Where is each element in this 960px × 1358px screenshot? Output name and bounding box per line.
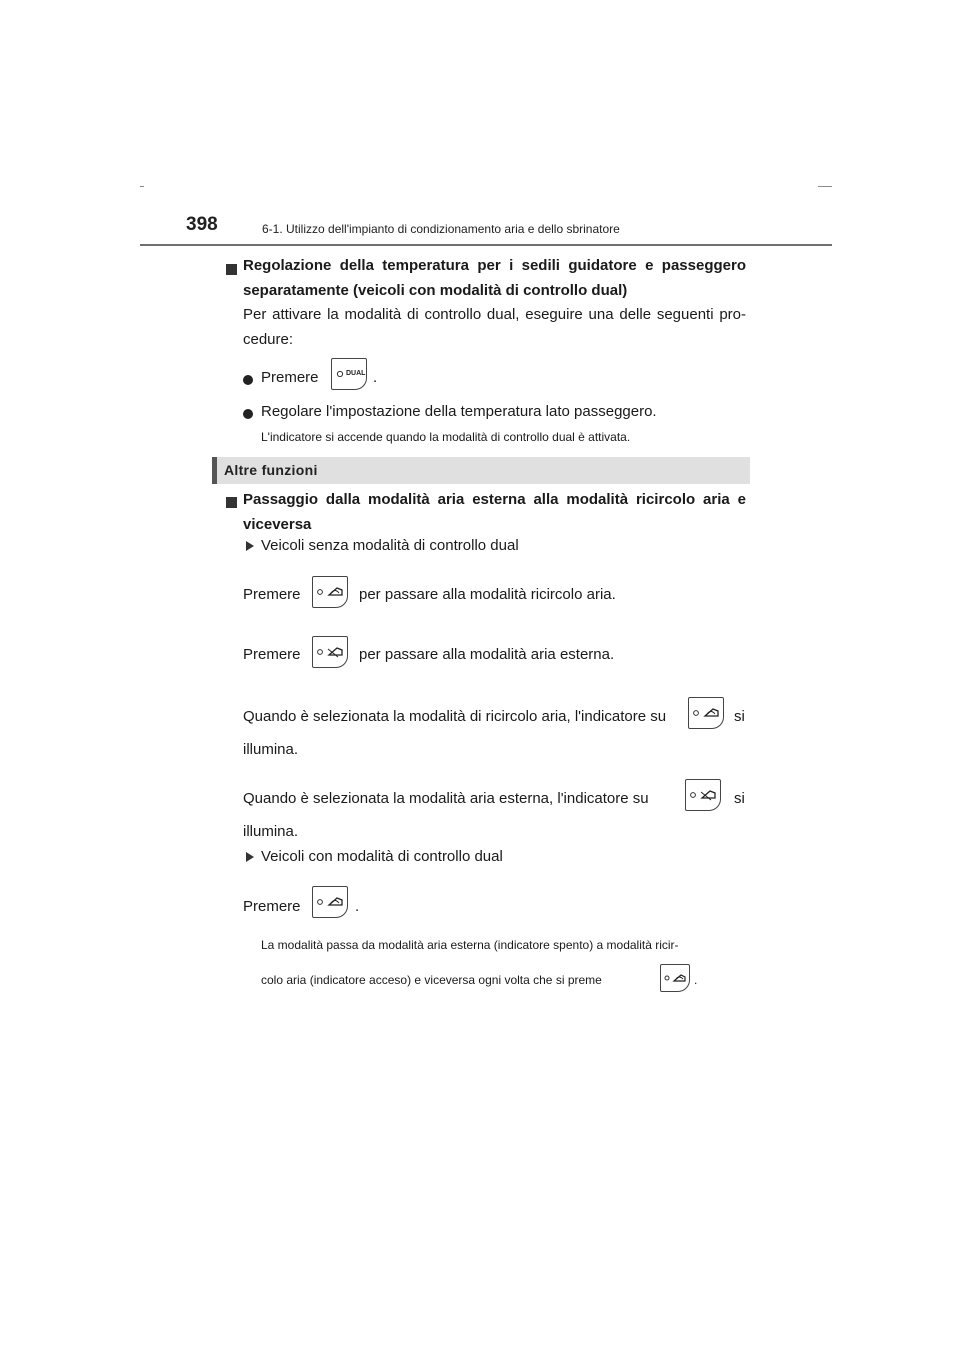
dual-button-icon bbox=[331, 358, 367, 390]
line3-cont: illumina. bbox=[243, 741, 299, 758]
line1-after: per passare alla modalità ricircolo aria. bbox=[359, 586, 616, 603]
bullet-1-before: Premere bbox=[261, 369, 319, 386]
recirculation-indicator-icon bbox=[688, 697, 724, 729]
with-dual-after: . bbox=[355, 898, 360, 915]
section-title-altre-funzioni: Altre funzioni bbox=[224, 462, 318, 478]
line2-before: Premere bbox=[243, 646, 301, 663]
line1-before: Premere bbox=[243, 586, 301, 603]
line2-after: per passare alla modalità aria esterna. bbox=[359, 646, 615, 663]
triangle-bullet-icon bbox=[246, 852, 254, 862]
square-bullet-icon bbox=[226, 495, 237, 513]
line4-after: si bbox=[734, 790, 745, 807]
crop-mark-left bbox=[140, 186, 144, 187]
outside-air-button-icon bbox=[312, 636, 348, 668]
round-bullet-icon bbox=[243, 406, 253, 424]
round-bullet-icon bbox=[243, 372, 253, 390]
dual-button-label: DUAL bbox=[346, 370, 366, 377]
recirculation-toggle-small-icon bbox=[660, 964, 690, 992]
line3-before: Quando è selezionata la modalità di ricircolo aria, l'indicatore su bbox=[243, 708, 667, 725]
crop-mark-right bbox=[818, 186, 832, 187]
with-dual-note-line1: La modalità passa da modalità aria esterna (indicatore spento) a modalità ricir- bbox=[261, 938, 679, 952]
outside-air-indicator-icon bbox=[685, 779, 721, 811]
page-number: 398 bbox=[186, 214, 218, 235]
with-dual-note-line2-before: colo aria (indicatore acceso) e viceversa ogni volta che si preme bbox=[261, 973, 602, 987]
line4-cont: illumina. bbox=[243, 823, 299, 840]
with-dual-title: Veicoli con modalità di controllo dual bbox=[261, 848, 503, 865]
dual-heading: Regolazione della temperatura per i sedili guidatore e passeggero separatamente (veicoli con modalità di controllo dual) bbox=[243, 257, 746, 299]
square-bullet-icon bbox=[226, 262, 237, 280]
bullet-1-after: . bbox=[373, 369, 378, 386]
with-dual-note-line2-after: . bbox=[694, 973, 698, 987]
dual-intro: Per attivare la modalità di controllo dual, eseguire una delle seguenti pro-cedure: bbox=[243, 306, 746, 348]
recirculation-heading: Passaggio dalla modalità aria esterna alla modalità ricircolo aria e viceversa bbox=[243, 491, 746, 533]
without-dual-title: Veicoli senza modalità di controllo dual bbox=[261, 537, 519, 554]
section-header-accent bbox=[212, 457, 217, 484]
dual-note: L'indicatore si accende quando la modalità di controllo dual è attivata. bbox=[261, 430, 631, 444]
recirculation-button-icon bbox=[312, 576, 348, 608]
header-divider bbox=[140, 244, 832, 246]
triangle-bullet-icon bbox=[246, 541, 254, 551]
line3-after: si bbox=[734, 708, 745, 725]
header-section-title: 6-1. Utilizzo dell'impianto di condizionamento aria e dello sbrinatore bbox=[262, 222, 620, 236]
recirculation-toggle-button-icon bbox=[312, 886, 348, 918]
line4-before: Quando è selezionata la modalità aria esterna, l'indicatore su bbox=[243, 790, 649, 807]
bullet-2-text: Regolare l'impostazione della temperatura lato passeggero. bbox=[261, 403, 657, 420]
with-dual-before: Premere bbox=[243, 898, 301, 915]
